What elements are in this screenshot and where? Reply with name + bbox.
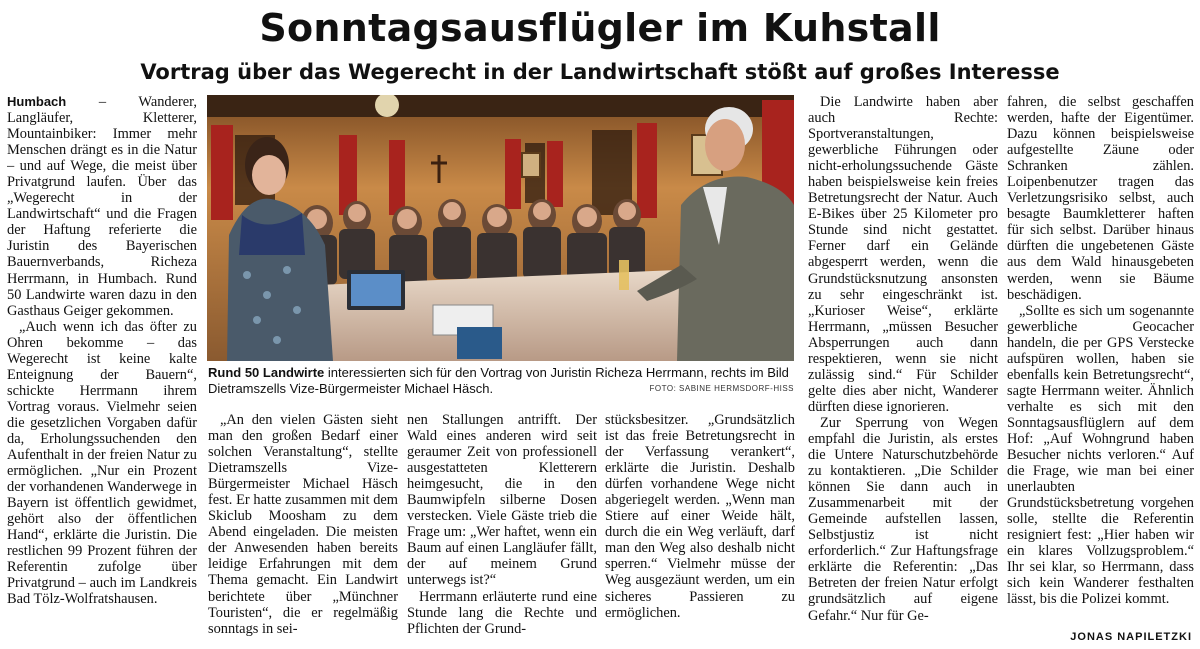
caption-text: interessierten sich für den Vortrag von Juristin Richeza Herrmann, rechts im Bild Dietramszells Vize-Bürgermeister Michael Häsch. xyxy=(208,365,789,396)
article-column-5 xyxy=(808,94,998,646)
article-column-1 xyxy=(7,94,197,646)
article-column-3 xyxy=(407,412,597,646)
author-byline: JONAS NAPILETZKI xyxy=(1070,631,1192,643)
headline: Sonntagsausflügler im Kuhstall xyxy=(259,6,941,50)
lead-text: – Wanderer, Langläufer, Kletterer, Mountainbiker: Immer mehr Menschen drängt es in die Natur – und auf Wege, die meist über Privatgrund laufen. Über das „Wegerecht in der Landwirtschaft“ und die Fragen der Haftung referierte die Juristin des Bayerischen Bauernverbands, Richeza Herrmann, in Humbach. Rund 50 Landwirte waren dazu in den Gasthaus Geiger gekommen. xyxy=(7,94,197,319)
meeting-room-photo xyxy=(207,95,794,361)
article-photo xyxy=(207,95,794,361)
article-column-4 xyxy=(605,412,795,646)
photo-caption xyxy=(208,365,794,397)
article-column-2 xyxy=(208,412,398,646)
caption-lead: Rund 50 Landwirte xyxy=(208,365,325,380)
subheadline: Vortrag über das Wegerecht in der Landwirtschaft stößt auf großes Interesse xyxy=(140,60,1060,84)
paragraph: „An den vielen Gästen sieht man den großen Bedarf einer solchen Veranstaltung“, stellte Dietramszells Vize-Bürgermeister Michael Häsch fest. Er hatte zusammen mit dem Skiclub Moosham zu dem Abend eingeladen. Die meisten der Anwesenden haben bereits leidige Erfahrungen mit dem Thema gemacht. Ein Landwirt berichtete über „Münchner Touristen“, die er regelmäßig sonntags in sei- xyxy=(208,412,398,637)
paragraph: „Auch wenn ich das öfter zu Ohren bekomme – das Wegerecht ist keine kalte Enteignung der Bauern“, schickte Herrmann ihrem Vortrag voraus. Vielmehr seien die gesetzlichen Vorgaben dafür da, Erholungssuchenden den Aufenthalt in der freien Natur zu ermöglichen. „Nur ein Prozent der vorhandenen Wanderwege in Bayern ist öffentlich gewidmet, gehört also der öffentlichen Hand“, erklärte die Juristin. Die restlichen 99 Prozent führen der Referentin zufolge über Privatgrund – auch im Landkreis Bad Tölz-Wolfratshausen. xyxy=(7,318,197,608)
article-column-6 xyxy=(1007,94,1194,646)
paragraph: „Sollte es sich um sogenannte gewerbliche Geocacher handeln, die per GPS Verstecke aufspüren wollen, haben sie ebenfalls kein Betretungsrecht“, sagte Herrmann weiter. Ähnlich verhalte es sich mit den Sonntagsausflüglern auf dem Hof: „Auf Wohngrund haben Besucher nichts verloren.“ Auf die Frage, wie man bei einer unerlaubten Grundstücksbetretung vorgehen solle, stellte die Referentin resigniert fest: „Hier haben wir ein klares Vollzugsproblem.“ Ihr sei klar, so Herrmann, dass sich kein Wanderer festhalten lässt, bis die Polizei kommt. xyxy=(1007,302,1194,608)
paragraph: Zur Sperrung von Wegen empfahl die Juristin, als erstes die Untere Naturschutzbehörde zu kontaktieren. „Die Schilder können Sie dann auch in Zusammenarbeit mit der Gemeinde aufstellen lassen, Selbstjustiz ist nicht erforderlich.“ Zur Haftungsfrage erklärte die Referentin: „Das Betreten der freien Natur erfolgt grundsätzlich auf eigene Gefahr.“ Nur für Ge- xyxy=(808,414,998,624)
paragraph: nen Stallungen antrifft. Der Wald eines anderen wird seit geraumer Zeit von professionell ausgestatteten Kletterern heimgesucht, die in den Baumwipfeln silberne Dosen verstecken. Viele Gäste trieb die Frage um: „Wer haftet, wenn ein Baum auf einen Langläufer fällt, der auf meinem Grund unterwegs ist?“ xyxy=(407,412,597,589)
paragraph: fahren, die selbst geschaffen werden, hafte der Eigentümer. Dazu können beispielsweise aufgestellte Zäune oder Schranken zählen. Loipenbenutzer tragen das Verletzungsrisiko selbst, auch besagte Baumkletterer haften für sich selbst. Darüber hinaus dürften die ungebetenen Gäste aus dem Wald hinausgebeten werden, wenn sie Bäume beschädigen. xyxy=(1007,94,1194,303)
paragraph: stücksbesitzer. „Grundsätzlich ist das freie Betretungsrecht in der Verfassung verankert“, erklärte die Juristin. Deshalb dürfen vorhandene Wege nicht abgeriegelt werden. „Wenn man Stiere auf einer Weide hält, durch die ein Weg verläuft, darf man den Weg also deshalb nicht sperren.“ Vielmehr müsse der Weg ausgezäunt werden, um ein sicheres Passieren zu ermöglichen. xyxy=(605,412,795,621)
lead-paragraph xyxy=(7,94,197,319)
photo-credit: FOTO: SABINE HERMSDORF-HISS xyxy=(649,384,794,393)
dateline: Humbach xyxy=(7,94,67,109)
paragraph: Die Landwirte haben aber auch Rechte: Sportveranstaltungen, gewerbliche Führungen oder nicht-erholungssuchende Gäste haben beispielsweise kein freies Betretungsrecht der Natur. Auch E-Bikes über 25 Kilometer pro Stunde sind nicht gestattet. Ferner darf ein Gelände abgesperrt werden, wenn die Grundstücksnutzung ansonsten zu sehr eingeschränkt ist. „Kurioser Weise“, erklärte Herrmann, „müssen Besucher Absperrungen auch dann respektieren, wenn sie nicht zulässig sind.“ Für Schilder gelte dies aber nicht, Wanderer dürften diese ignorieren. xyxy=(808,94,998,415)
paragraph: Herrmann erläuterte rund eine Stunde lang die Rechte und Pflichten der Grund- xyxy=(407,588,597,637)
